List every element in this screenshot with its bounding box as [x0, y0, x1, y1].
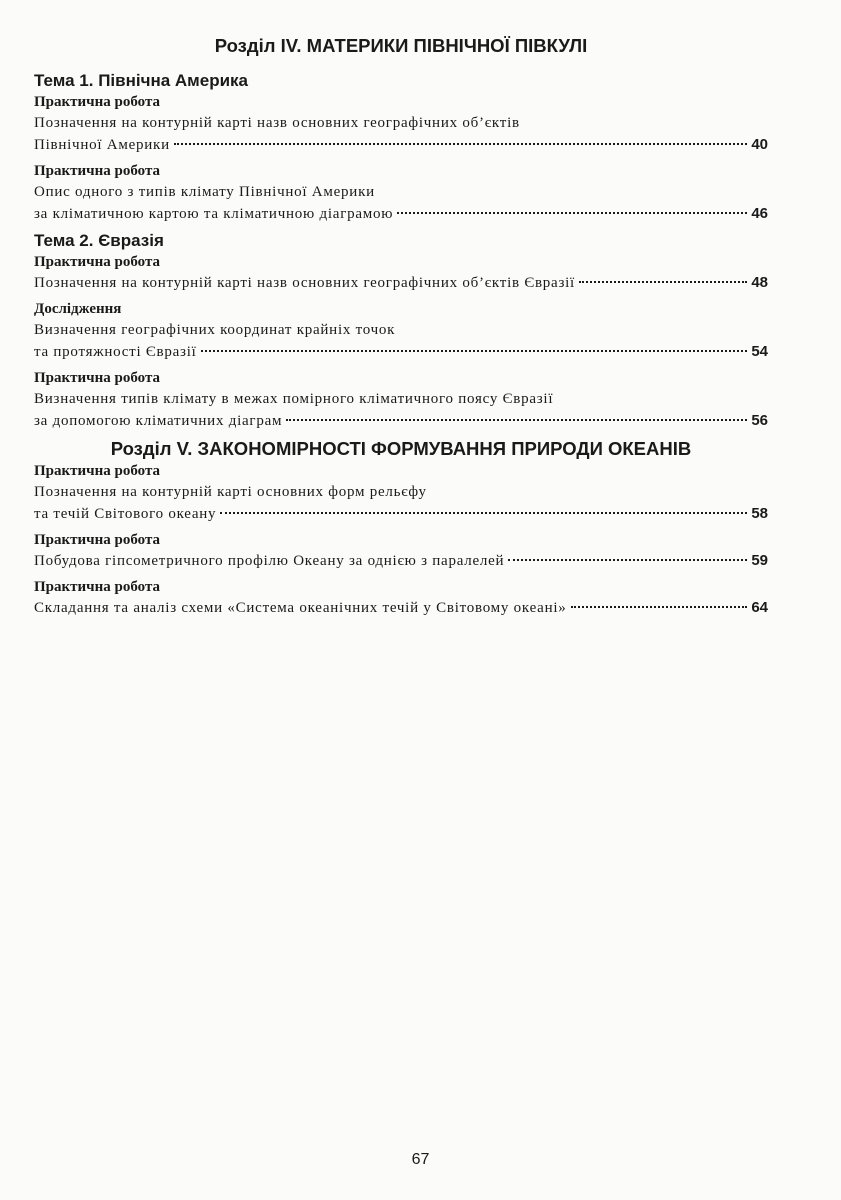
entry-type: Практична робота: [34, 370, 161, 386]
toc-entry[interactable]: [34, 577, 768, 619]
entry-text: та протяжності Євразії: [34, 344, 197, 360]
entry-type: Практична робота: [34, 463, 161, 479]
entry-type: Практична робота: [34, 163, 161, 179]
entry-type: Практична робота: [34, 532, 161, 548]
topic-title: Тема 1. Північна Америка: [34, 71, 249, 90]
dot-leader: [286, 419, 747, 421]
dot-leader: [220, 512, 747, 514]
entry-text: Позначення на контурній карті назв основних географічних об’єктів Євразії: [34, 275, 575, 291]
entry-text: та течій Світового океану: [34, 506, 217, 522]
toc-entry[interactable]: [34, 530, 768, 572]
entry-text: Північної Америки: [34, 137, 170, 153]
page-ref: 46: [751, 205, 768, 222]
entry-last-line: [34, 134, 768, 156]
dot-leader: [579, 281, 747, 283]
entry-text: Складання та аналіз схеми «Система океанічних течій у Світовому океані»: [34, 600, 567, 616]
entry-text: Визначення географічних координат крайніх точок: [34, 322, 396, 338]
toc-entry[interactable]: [34, 461, 768, 525]
page-ref: 64: [751, 599, 768, 616]
dot-leader: [397, 212, 747, 214]
entry-text: Визначення типів клімату в межах помірного кліматичного поясу Євразії: [34, 391, 554, 407]
entry-text: Опис одного з типів клімату Північної Америки: [34, 184, 375, 200]
page-number: 67: [411, 1151, 430, 1168]
entry-text: за кліматичною картою та кліматичною діаграмою: [34, 206, 394, 222]
section-title: Розділ V. ЗАКОНОМІРНОСТІ ФОРМУВАННЯ ПРИРОДИ ОКЕАНІВ: [110, 438, 692, 459]
section-title: Розділ IV. МАТЕРИКИ ПІВНІЧНОЇ ПІВКУЛІ: [214, 35, 588, 56]
topic-title: Тема 2. Євразія: [34, 231, 164, 250]
entry-last-line: [34, 203, 768, 225]
page-ref: 40: [751, 136, 768, 153]
page-ref: 56: [751, 412, 768, 429]
page-ref: 54: [751, 343, 768, 360]
entry-type: Дослідження: [34, 301, 122, 317]
page-ref: 59: [751, 552, 768, 569]
entry-type: Практична робота: [34, 579, 161, 595]
page-ref: 48: [751, 274, 768, 291]
toc-entry[interactable]: [34, 92, 768, 156]
table-of-contents: [34, 34, 768, 624]
entry-last-line: [34, 341, 768, 363]
entry-type: Практична робота: [34, 254, 161, 270]
page-ref: 58: [751, 505, 768, 522]
entry-type: Практична робота: [34, 94, 161, 110]
entry-last-line: [34, 503, 768, 525]
toc-entry[interactable]: [34, 299, 768, 363]
entry-text: Позначення на контурній карті назв основних географічних об’єктів: [34, 115, 520, 131]
entry-last-line: [34, 597, 768, 619]
entry-last-line: [34, 550, 768, 572]
dot-leader: [571, 606, 748, 608]
dot-leader: [508, 559, 747, 561]
toc-entry[interactable]: [34, 161, 768, 225]
entry-last-line: [34, 272, 768, 294]
dot-leader: [201, 350, 748, 352]
toc-entry[interactable]: [34, 368, 768, 432]
toc-entry[interactable]: [34, 252, 768, 294]
entry-text: Побудова гіпсометричного профілю Океану за однією з паралелей: [34, 553, 505, 569]
entry-last-line: [34, 410, 768, 432]
entry-text: Позначення на контурній карті основних форм рельєфу: [34, 484, 427, 500]
dot-leader: [174, 143, 747, 145]
entry-text: за допомогою кліматичних діаграм: [34, 413, 283, 429]
